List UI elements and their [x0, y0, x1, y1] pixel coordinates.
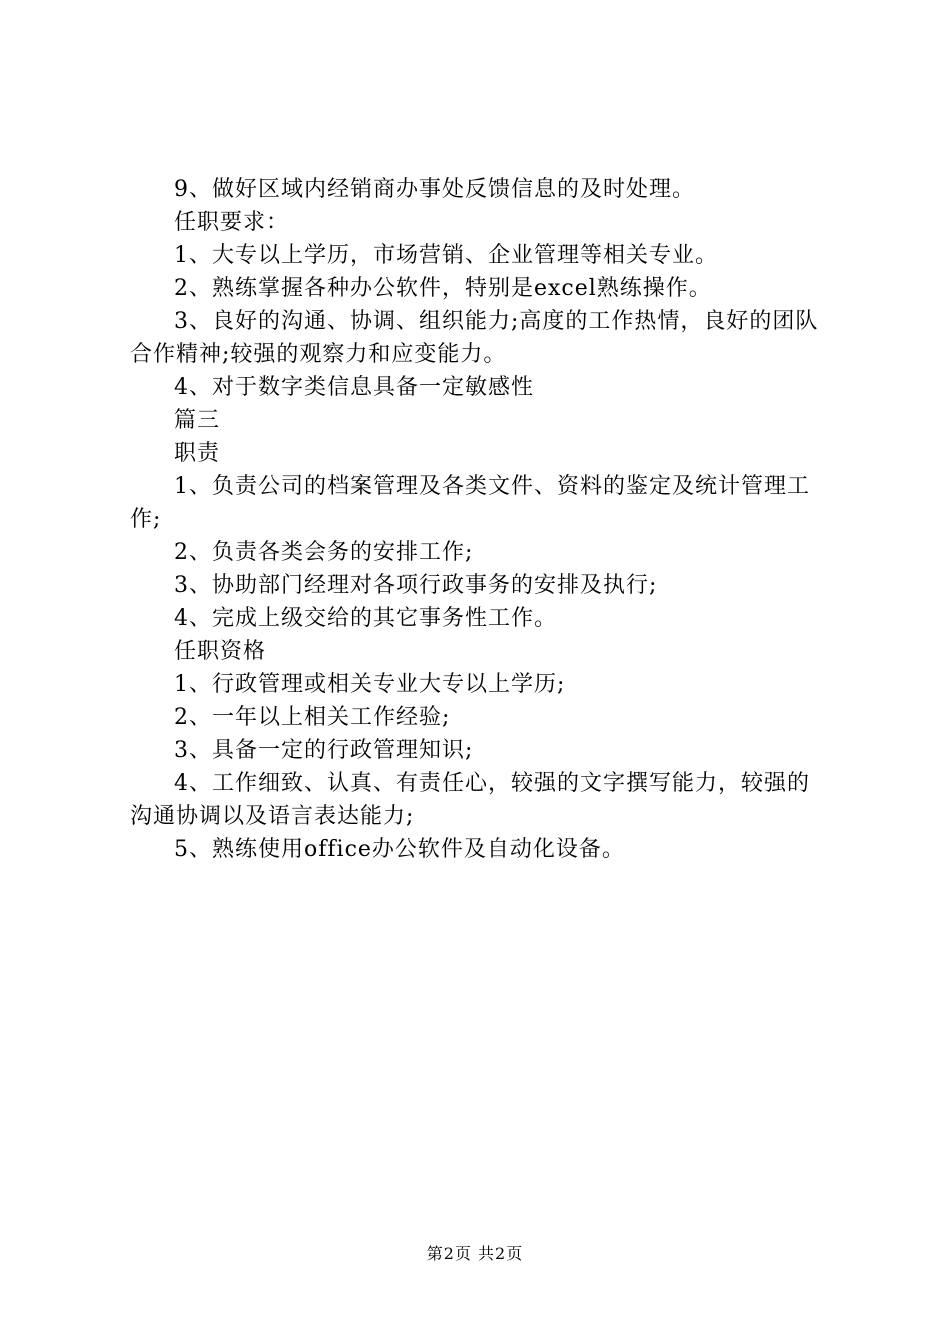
- section-heading: 任职资格: [174, 639, 267, 664]
- document-body: [130, 173, 830, 866]
- page-footer: 第2页 共2页: [426, 1244, 524, 1263]
- paragraph: 3、良好的沟通、协调、组织能力;高度的工作热情，良好的团队合作精神;较强的观察力和应变能力。: [130, 309, 819, 367]
- section-heading: 篇三: [174, 408, 221, 433]
- paragraph: 5、熟练使用office办公软件及自动化设备。: [174, 837, 625, 862]
- paragraph: 2、熟练掌握各种办公软件，特别是excel熟练操作。: [174, 276, 712, 301]
- paragraph: 4、对于数字类信息具备一定敏感性: [174, 375, 534, 400]
- paragraph: 4、完成上级交给的其它事务性工作。: [174, 606, 557, 631]
- paragraph: 1、大专以上学历，市场营销、企业管理等相关专业。: [174, 243, 718, 268]
- section-heading: 任职要求：: [174, 210, 290, 235]
- paragraph: 9、做好区域内经销商办事处反馈信息的及时处理。: [174, 177, 695, 202]
- paragraph: 3、具备一定的行政管理知识;: [174, 738, 474, 763]
- paragraph: 2、一年以上相关工作经验;: [174, 705, 451, 730]
- paragraph: 1、负责公司的档案管理及各类文件、资料的鉴定及统计管理工作;: [130, 474, 810, 532]
- paragraph: 2、负责各类会务的安排工作;: [174, 540, 474, 565]
- paragraph: 1、行政管理或相关专业大专以上学历;: [174, 672, 566, 697]
- paragraph: 3、协助部门经理对各项行政事务的安排及执行;: [174, 573, 658, 598]
- paragraph: 4、工作细致、认真、有责任心，较强的文字撰写能力，较强的沟通协调以及语言表达能力;: [130, 771, 810, 829]
- section-heading: 职责: [174, 441, 221, 466]
